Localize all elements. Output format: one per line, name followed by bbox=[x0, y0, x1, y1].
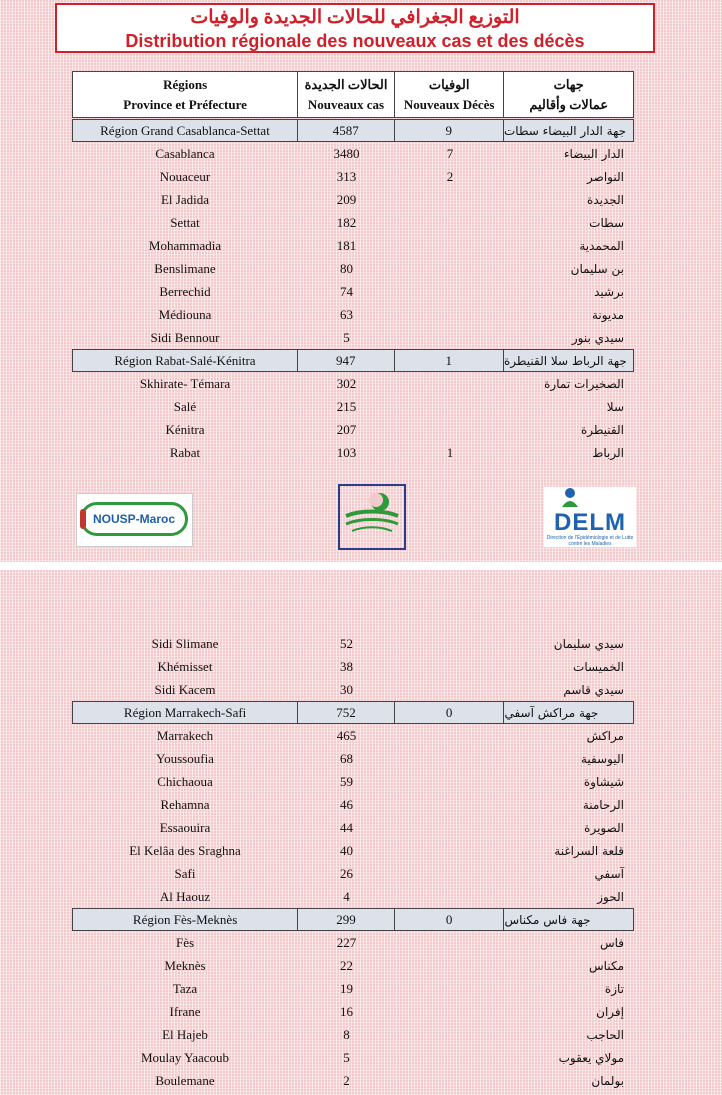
cell-name-ar: برشيد bbox=[594, 284, 624, 299]
cell-cases: 215 bbox=[336, 398, 357, 414]
cell-name: Kénitra bbox=[165, 421, 205, 437]
page-separator bbox=[0, 562, 722, 570]
table-row bbox=[72, 862, 634, 885]
cell-cases: 46 bbox=[340, 796, 353, 812]
delm-logo-text: DELM bbox=[554, 509, 626, 536]
cell-name-ar: القنيطرة bbox=[580, 422, 624, 437]
delm-logo-subtitle: Direction de l'Épidémiologie et de Lutte contre les Maladies bbox=[546, 535, 634, 547]
cell-name-ar: سيدي سليمان bbox=[553, 636, 624, 651]
cell-cases: 26 bbox=[340, 865, 353, 881]
table-row bbox=[72, 816, 634, 839]
cell-cases: 44 bbox=[340, 819, 353, 835]
cell-name: Rabat bbox=[169, 444, 201, 460]
table-row bbox=[72, 770, 634, 793]
cell-cases: 209 bbox=[336, 191, 357, 207]
table-row bbox=[72, 165, 634, 188]
cell-name: Al Haouz bbox=[159, 888, 211, 904]
cell-name-ar: آسفي bbox=[594, 866, 624, 881]
cell-name-ar: اليوسفية bbox=[581, 751, 624, 766]
table-row bbox=[72, 142, 634, 165]
table-row bbox=[72, 1000, 634, 1023]
cell-cases: 63 bbox=[340, 306, 353, 322]
cell-cases: 59 bbox=[340, 773, 353, 789]
cell-cases: 8 bbox=[343, 1026, 350, 1042]
cell-name: Benslimane bbox=[154, 260, 216, 276]
header-deaths-ar: الوفيات bbox=[428, 77, 470, 92]
cell-name-ar: بن سليمان bbox=[570, 261, 624, 276]
cell-name: Rehamna bbox=[160, 796, 210, 812]
cell-cases: 5 bbox=[343, 1049, 350, 1065]
cell-name: Essaouira bbox=[159, 819, 211, 835]
cell-cases: 103 bbox=[336, 444, 357, 460]
cell-name-ar: مولاي يعقوب bbox=[558, 1050, 624, 1065]
cell-name-ar: جهة فاس مكناس bbox=[504, 912, 591, 927]
title-arabic: التوزيع الجغرافي للحالات الجديدة والوفيات bbox=[190, 7, 520, 28]
header-cases-ar: الحالات الجديدة bbox=[304, 77, 388, 92]
header-deaths-fr: Nouveaux Décès bbox=[403, 97, 495, 112]
cell-name-ar: النواصر bbox=[587, 169, 624, 184]
cell-cases: 5 bbox=[343, 329, 350, 345]
cell-name-ar: الصويرة bbox=[584, 820, 624, 835]
table-row bbox=[72, 280, 634, 303]
cell-name-ar: قلعة السراغنة bbox=[554, 843, 624, 858]
cell-cases: 947 bbox=[298, 350, 395, 371]
cell-name: Région Fès-Meknès bbox=[73, 909, 298, 930]
cell-name: Sidi Bennour bbox=[150, 329, 220, 345]
cell-name-ar: تازة bbox=[604, 981, 624, 996]
table-row bbox=[72, 188, 634, 211]
table-row bbox=[72, 977, 634, 1000]
cell-name: Nouaceur bbox=[159, 168, 211, 184]
cell-cases: 22 bbox=[340, 957, 353, 973]
cell-cases: 752 bbox=[298, 702, 395, 723]
nousp-logo-text: NOUSP-Maroc bbox=[80, 502, 188, 536]
cell-name-ar: سطات bbox=[589, 215, 624, 230]
cell-cases: 16 bbox=[340, 1003, 353, 1019]
nousp-logo bbox=[76, 493, 193, 547]
cell-name: Safi bbox=[174, 865, 196, 881]
table-row bbox=[72, 885, 634, 908]
header-cases-fr: Nouveaux cas bbox=[307, 97, 385, 112]
region-row bbox=[72, 119, 634, 142]
cell-cases: 4587 bbox=[298, 120, 395, 141]
cell-name: Meknès bbox=[164, 957, 206, 973]
cell-name: Salé bbox=[173, 398, 197, 414]
cell-name-ar: الرحامنة bbox=[582, 797, 624, 812]
cell-deaths: 1 bbox=[446, 444, 454, 460]
table-row bbox=[72, 954, 634, 977]
cell-name: Marrakech bbox=[156, 727, 214, 743]
table-row bbox=[72, 326, 634, 349]
cell-name: El Kelâa des Sraghna bbox=[129, 842, 241, 858]
cell-cases: 302 bbox=[336, 375, 357, 391]
cell-cases: 299 bbox=[298, 909, 395, 930]
cell-name: Ifrane bbox=[169, 1003, 201, 1019]
cell-name: Région Rabat-Salé-Kénitra bbox=[73, 350, 298, 371]
header-cases bbox=[298, 72, 395, 117]
header-deaths bbox=[395, 72, 505, 117]
cell-name-ar: جهة الدار البيضاء سطات bbox=[504, 123, 627, 138]
header-regions-ar bbox=[504, 72, 633, 117]
cell-name: Youssoufia bbox=[156, 750, 214, 766]
cell-name: Moulay Yaacoub bbox=[140, 1049, 230, 1065]
cell-cases: 181 bbox=[336, 237, 357, 253]
cell-name-ar: جهة مراكش آسفي bbox=[504, 705, 599, 720]
cell-name-ar: جهة الرباط سلا القنيطرة bbox=[504, 353, 627, 368]
emblem-graphic bbox=[340, 486, 404, 548]
cell-name-ar: فاس bbox=[599, 935, 624, 950]
cell-name-ar: بولمان bbox=[591, 1073, 624, 1088]
cell-cases: 40 bbox=[340, 842, 353, 858]
cell-name: Boulemane bbox=[155, 1072, 215, 1088]
page-2 bbox=[0, 570, 722, 1095]
region-row bbox=[72, 908, 634, 931]
cell-name: Chichaoua bbox=[157, 773, 213, 789]
table-row bbox=[72, 632, 634, 655]
cell-name-ar: الرباط bbox=[592, 445, 624, 460]
cell-name: El Hajeb bbox=[162, 1026, 208, 1042]
cell-cases: 19 bbox=[340, 980, 353, 996]
cell-name: Taza bbox=[172, 980, 198, 996]
cell-name: Settat bbox=[170, 214, 200, 230]
table-row bbox=[72, 678, 634, 701]
cell-name: Sidi Slimane bbox=[151, 635, 219, 651]
delm-person-icon bbox=[544, 487, 636, 509]
cell-cases: 465 bbox=[336, 727, 357, 743]
table-body-page1 bbox=[72, 119, 634, 464]
cell-name: El Jadida bbox=[160, 191, 209, 207]
cell-cases: 38 bbox=[340, 658, 353, 674]
header-regions bbox=[73, 72, 298, 117]
cell-cases: 68 bbox=[340, 750, 353, 766]
table-row bbox=[72, 839, 634, 862]
cell-deaths: 0 bbox=[395, 702, 505, 723]
cell-name-ar: المحمدية bbox=[579, 238, 624, 253]
table-row bbox=[72, 724, 634, 747]
cell-name: Région Grand Casablanca-Settat bbox=[73, 120, 298, 141]
cell-name: Médiouna bbox=[158, 306, 212, 322]
header-regions-line1: Régions bbox=[163, 77, 208, 92]
table-row bbox=[72, 1046, 634, 1069]
table-row bbox=[72, 1069, 634, 1092]
title-box bbox=[55, 3, 655, 53]
cell-deaths: 0 bbox=[395, 909, 505, 930]
cell-name: Fès bbox=[175, 934, 195, 950]
table-row bbox=[72, 1023, 634, 1046]
cell-name-ar: سلا bbox=[606, 399, 624, 414]
cell-name-ar: سيدي بنور bbox=[571, 330, 624, 345]
region-row bbox=[72, 701, 634, 724]
header-regions-ar-line1: جهات bbox=[553, 77, 584, 92]
table-header bbox=[72, 71, 634, 118]
cell-cases: 182 bbox=[336, 214, 357, 230]
table-row bbox=[72, 931, 634, 954]
cell-cases: 80 bbox=[340, 260, 353, 276]
cell-cases: 207 bbox=[336, 421, 357, 437]
cell-name-ar: مراكش bbox=[586, 728, 624, 743]
cell-deaths: 2 bbox=[446, 168, 454, 184]
region-row bbox=[72, 349, 634, 372]
cell-cases: 30 bbox=[340, 681, 353, 697]
cell-name-ar: الصخيرات تمارة bbox=[544, 376, 624, 391]
cell-cases: 4 bbox=[343, 888, 350, 904]
cell-deaths: 7 bbox=[446, 145, 454, 161]
table-row bbox=[72, 793, 634, 816]
cell-cases: 52 bbox=[340, 635, 353, 651]
cell-name-ar: مديونة bbox=[591, 307, 624, 322]
cell-name-ar: سيدي قاسم bbox=[563, 682, 624, 697]
cell-cases: 2 bbox=[343, 1072, 350, 1088]
table-row bbox=[72, 211, 634, 234]
cell-cases: 3480 bbox=[333, 145, 360, 161]
table-row bbox=[72, 441, 634, 464]
cell-name: Mohammadia bbox=[148, 237, 222, 253]
table-row bbox=[72, 747, 634, 770]
cell-cases: 227 bbox=[336, 934, 357, 950]
table-body-page2 bbox=[72, 632, 634, 1092]
cell-cases: 74 bbox=[340, 283, 353, 299]
table-row bbox=[72, 303, 634, 326]
cell-deaths: 9 bbox=[395, 120, 505, 141]
cell-deaths: 1 bbox=[395, 350, 505, 371]
delm-logo bbox=[544, 487, 636, 547]
cell-name-ar: إفران bbox=[596, 1004, 624, 1019]
header-regions-line2: Province et Préfecture bbox=[123, 97, 247, 112]
cell-name: Sidi Kacem bbox=[154, 681, 216, 697]
cell-name: Khémisset bbox=[157, 658, 213, 674]
cell-name-ar: الخميسات bbox=[573, 659, 624, 674]
cell-name-ar: الجديدة bbox=[587, 192, 624, 207]
cell-name: Skhirate- Témara bbox=[139, 375, 231, 391]
cell-name-ar: شيشاوة bbox=[583, 774, 624, 789]
cell-name: Casablanca bbox=[155, 145, 215, 161]
table-row bbox=[72, 418, 634, 441]
cell-name-ar: مكناس bbox=[589, 958, 624, 973]
cell-name: Région Marrakech-Safi bbox=[73, 702, 298, 723]
title-french: Distribution régionale des nouveaux cas et des décès bbox=[125, 31, 585, 51]
table-row bbox=[72, 395, 634, 418]
table-row bbox=[72, 655, 634, 678]
header-regions-ar-line2: عمالات وأقاليم bbox=[529, 97, 609, 112]
cell-name-ar: الحاجب bbox=[586, 1027, 624, 1042]
table-row bbox=[72, 234, 634, 257]
cell-cases: 313 bbox=[336, 168, 357, 184]
table-row bbox=[72, 372, 634, 395]
cell-name: Berrechid bbox=[159, 283, 211, 299]
table-row bbox=[72, 257, 634, 280]
cell-name-ar: الحوز bbox=[597, 889, 624, 904]
cell-name-ar: الدار البيضاء bbox=[563, 146, 624, 161]
ministry-emblem-icon bbox=[338, 484, 406, 550]
